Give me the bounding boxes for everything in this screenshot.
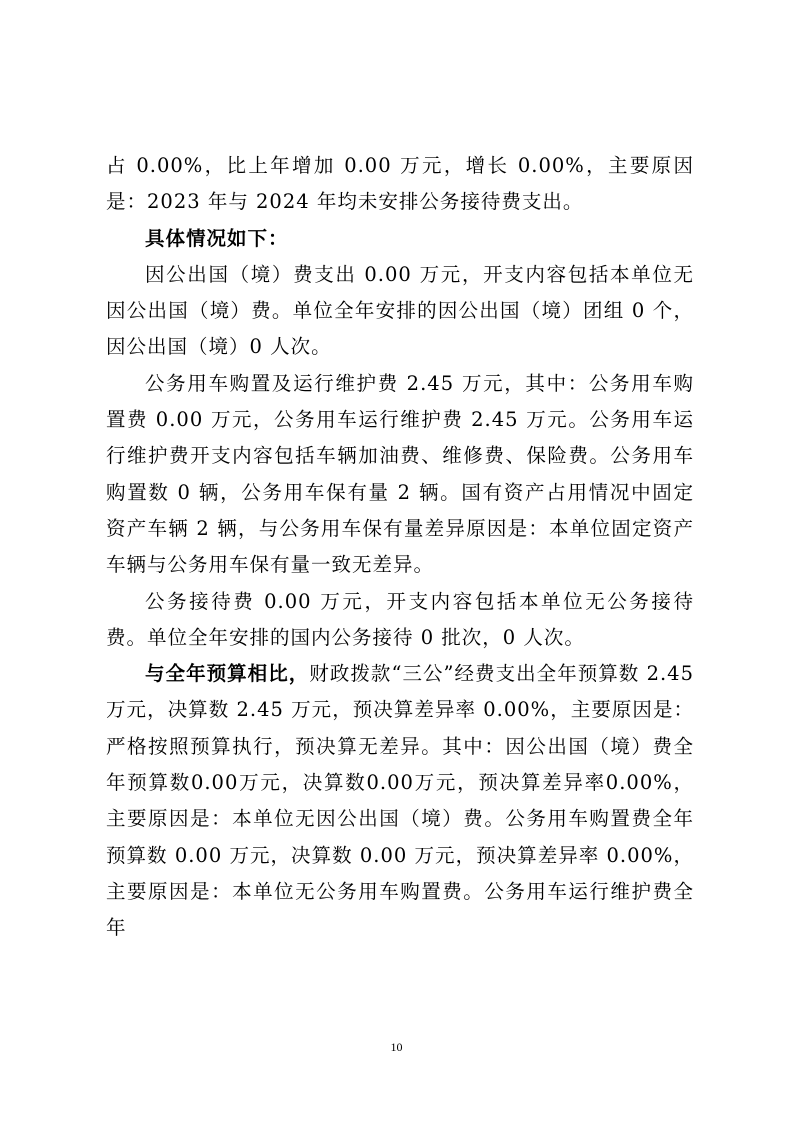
body-text — [106, 148, 694, 947]
paragraph-text: 因公出国（境）费支出 0.00 万元，开支内容包括本单位无因公出国（境）费。单位全年安排的因公出国（境）团组 0 个，因公出国（境）0 人次。 — [106, 262, 694, 359]
paragraph-text: 公务用车购置及运行维护费 2.45 万元，其中：公务用车购置费 0.00 万元，公务用车运行维护费 2.45 万元。公务用车运行维护费开支内容包括车辆加油费、维修费、保险费。公务用车购置数 0 辆，公务用车保有量 2 辆。国有资产占用情况中固定资产车辆 2 辆，与公务用车保有量差异原因是：本单位固定资产车辆与公务用车保有量一致无差异。 — [106, 371, 694, 577]
paragraph-text: 财政拨款“三公”经费支出全年预算数 2.45 万元，决算数 2.45 万元，预决算差异率 0.00%，主要原因是：严格按照预算执行，预决算无差异。其中：因公出国（境）费全年预算数0.00万元，决算数0.00万元，预决算差异率0.00%，主要原因是：本单位无因公出国（境）费。公务用车购置费全年预算数 0.00 万元，决算数 0.00 万元，预决算差异率 0.00%，主要原因是：本单位无公务用车购置费。公务用车运行维护费全年 — [106, 662, 694, 940]
paragraph-text: 公务接待费 0.00 万元，开支内容包括本单位无公务接待费。单位全年安排的国内公务接待 0 批次，0 人次。 — [106, 589, 694, 649]
paragraph-continuation — [106, 148, 694, 221]
paragraph-lead-bold: 与全年预算相比， — [145, 662, 310, 686]
paragraph-overseas-travel — [106, 257, 694, 366]
paragraph-vehicle-costs — [106, 366, 694, 584]
page-number: 10 — [390, 1040, 403, 1054]
paragraph-text: 占 0.00%，比上年增加 0.00 万元，增长 0.00%，主要原因是：2023 年与 2024 年均未安排公务接待费支出。 — [106, 154, 694, 214]
paragraph-budget-comparison — [106, 656, 694, 946]
subheading-specifics: 具体情况如下： — [145, 226, 289, 250]
paragraph-reception-costs — [106, 584, 694, 657]
paragraph-subheading — [106, 221, 694, 257]
